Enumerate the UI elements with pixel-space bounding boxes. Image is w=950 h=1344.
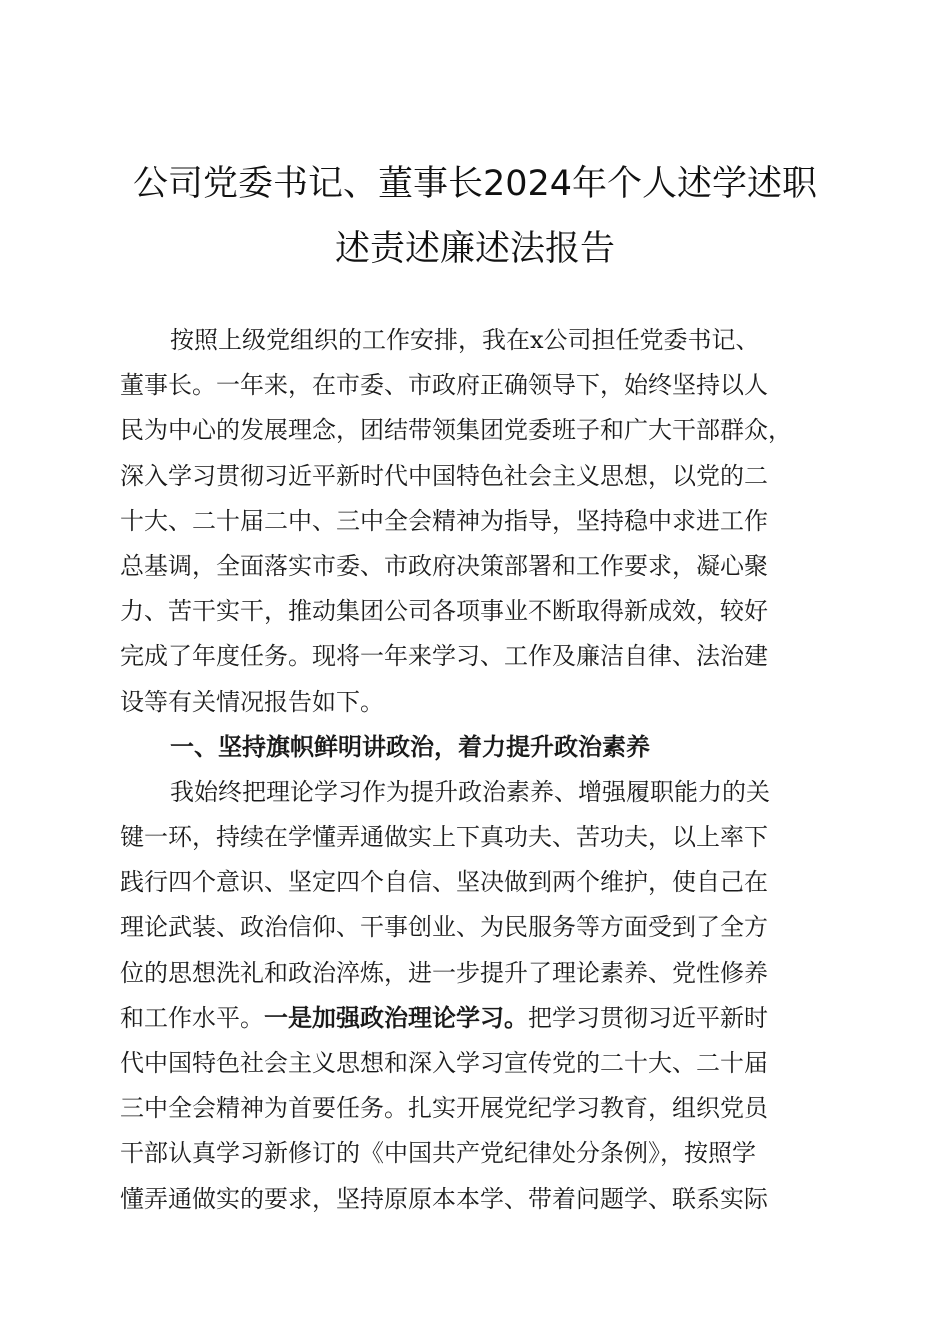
section-1-line: 键一环，持续在学懂弄通做实上下真功夫、苦功夫，以上率下	[120, 823, 768, 852]
section-1-tail-line: 三中全会精神为首要任务。扎实开展党纪学习教育，组织党员	[120, 1094, 768, 1123]
intro-line: 设等有关情况报告如下。	[120, 687, 384, 716]
section-1-mixed-line	[120, 996, 835, 1041]
section-1-line: 我始终把理论学习作为提升政治素养、增强履职能力的关	[170, 777, 770, 806]
document-title-line-1: 公司党委书记、董事长2024年个人述学述职	[132, 164, 818, 204]
document-body	[120, 318, 835, 1222]
document-title-line-2: 述责述廉述法报告	[334, 229, 615, 269]
section-1-line: 理论武装、政治信仰、干事创业、为民服务等方面受到了全方	[120, 913, 768, 942]
intro-line: 按照上级党组织的工作安排，我在x公司担任党委书记、	[170, 326, 760, 354]
mixed-text-after: 把学习贯彻习近平新时	[528, 1003, 768, 1032]
intro-line: 深入学习贯彻习近平新时代中国特色社会主义思想，以党的二	[120, 461, 768, 490]
section-1-tail-line: 懂弄通做实的要求，坚持原原本本学、带着问题学、联系实际	[120, 1184, 768, 1213]
mixed-text-before: 和工作水平。	[120, 1003, 264, 1032]
intro-line: 力、苦干实干，推动集团公司各项事业不断取得新成效，较好	[120, 597, 768, 626]
section-1-line: 践行四个意识、坚定四个自信、坚决做到两个维护，使自己在	[120, 868, 768, 897]
bold-subheading: 一是加强政治理论学习。	[264, 1003, 528, 1032]
intro-line: 董事长。一年来，在市委、市政府正确领导下，始终坚持以人	[120, 371, 768, 400]
section-1-tail-line: 代中国特色社会主义思想和深入学习宣传党的二十大、二十届	[120, 1049, 768, 1077]
section-1-tail-line: 干部认真学习新修订的《中国共产党纪律处分条例》，按照学	[120, 1139, 756, 1168]
section-1-heading: 一、坚持旗帜鲜明讲政治，着力提升政治素养	[170, 732, 650, 761]
intro-line: 总基调，全面落实市委、市政府决策部署和工作要求，凝心聚	[120, 551, 768, 580]
section-1-line: 位的思想洗礼和政治淬炼，进一步提升了理论素养、党性修养	[120, 958, 768, 987]
intro-line: 完成了年度任务。现将一年来学习、工作及廉洁自律、法治建	[120, 642, 768, 671]
intro-line: 民为中心的发展理念，团结带领集团党委班子和广大干部群众，	[120, 416, 792, 445]
intro-line: 十大、二十届二中、三中全会精神为指导，坚持稳中求进工作	[120, 506, 768, 535]
